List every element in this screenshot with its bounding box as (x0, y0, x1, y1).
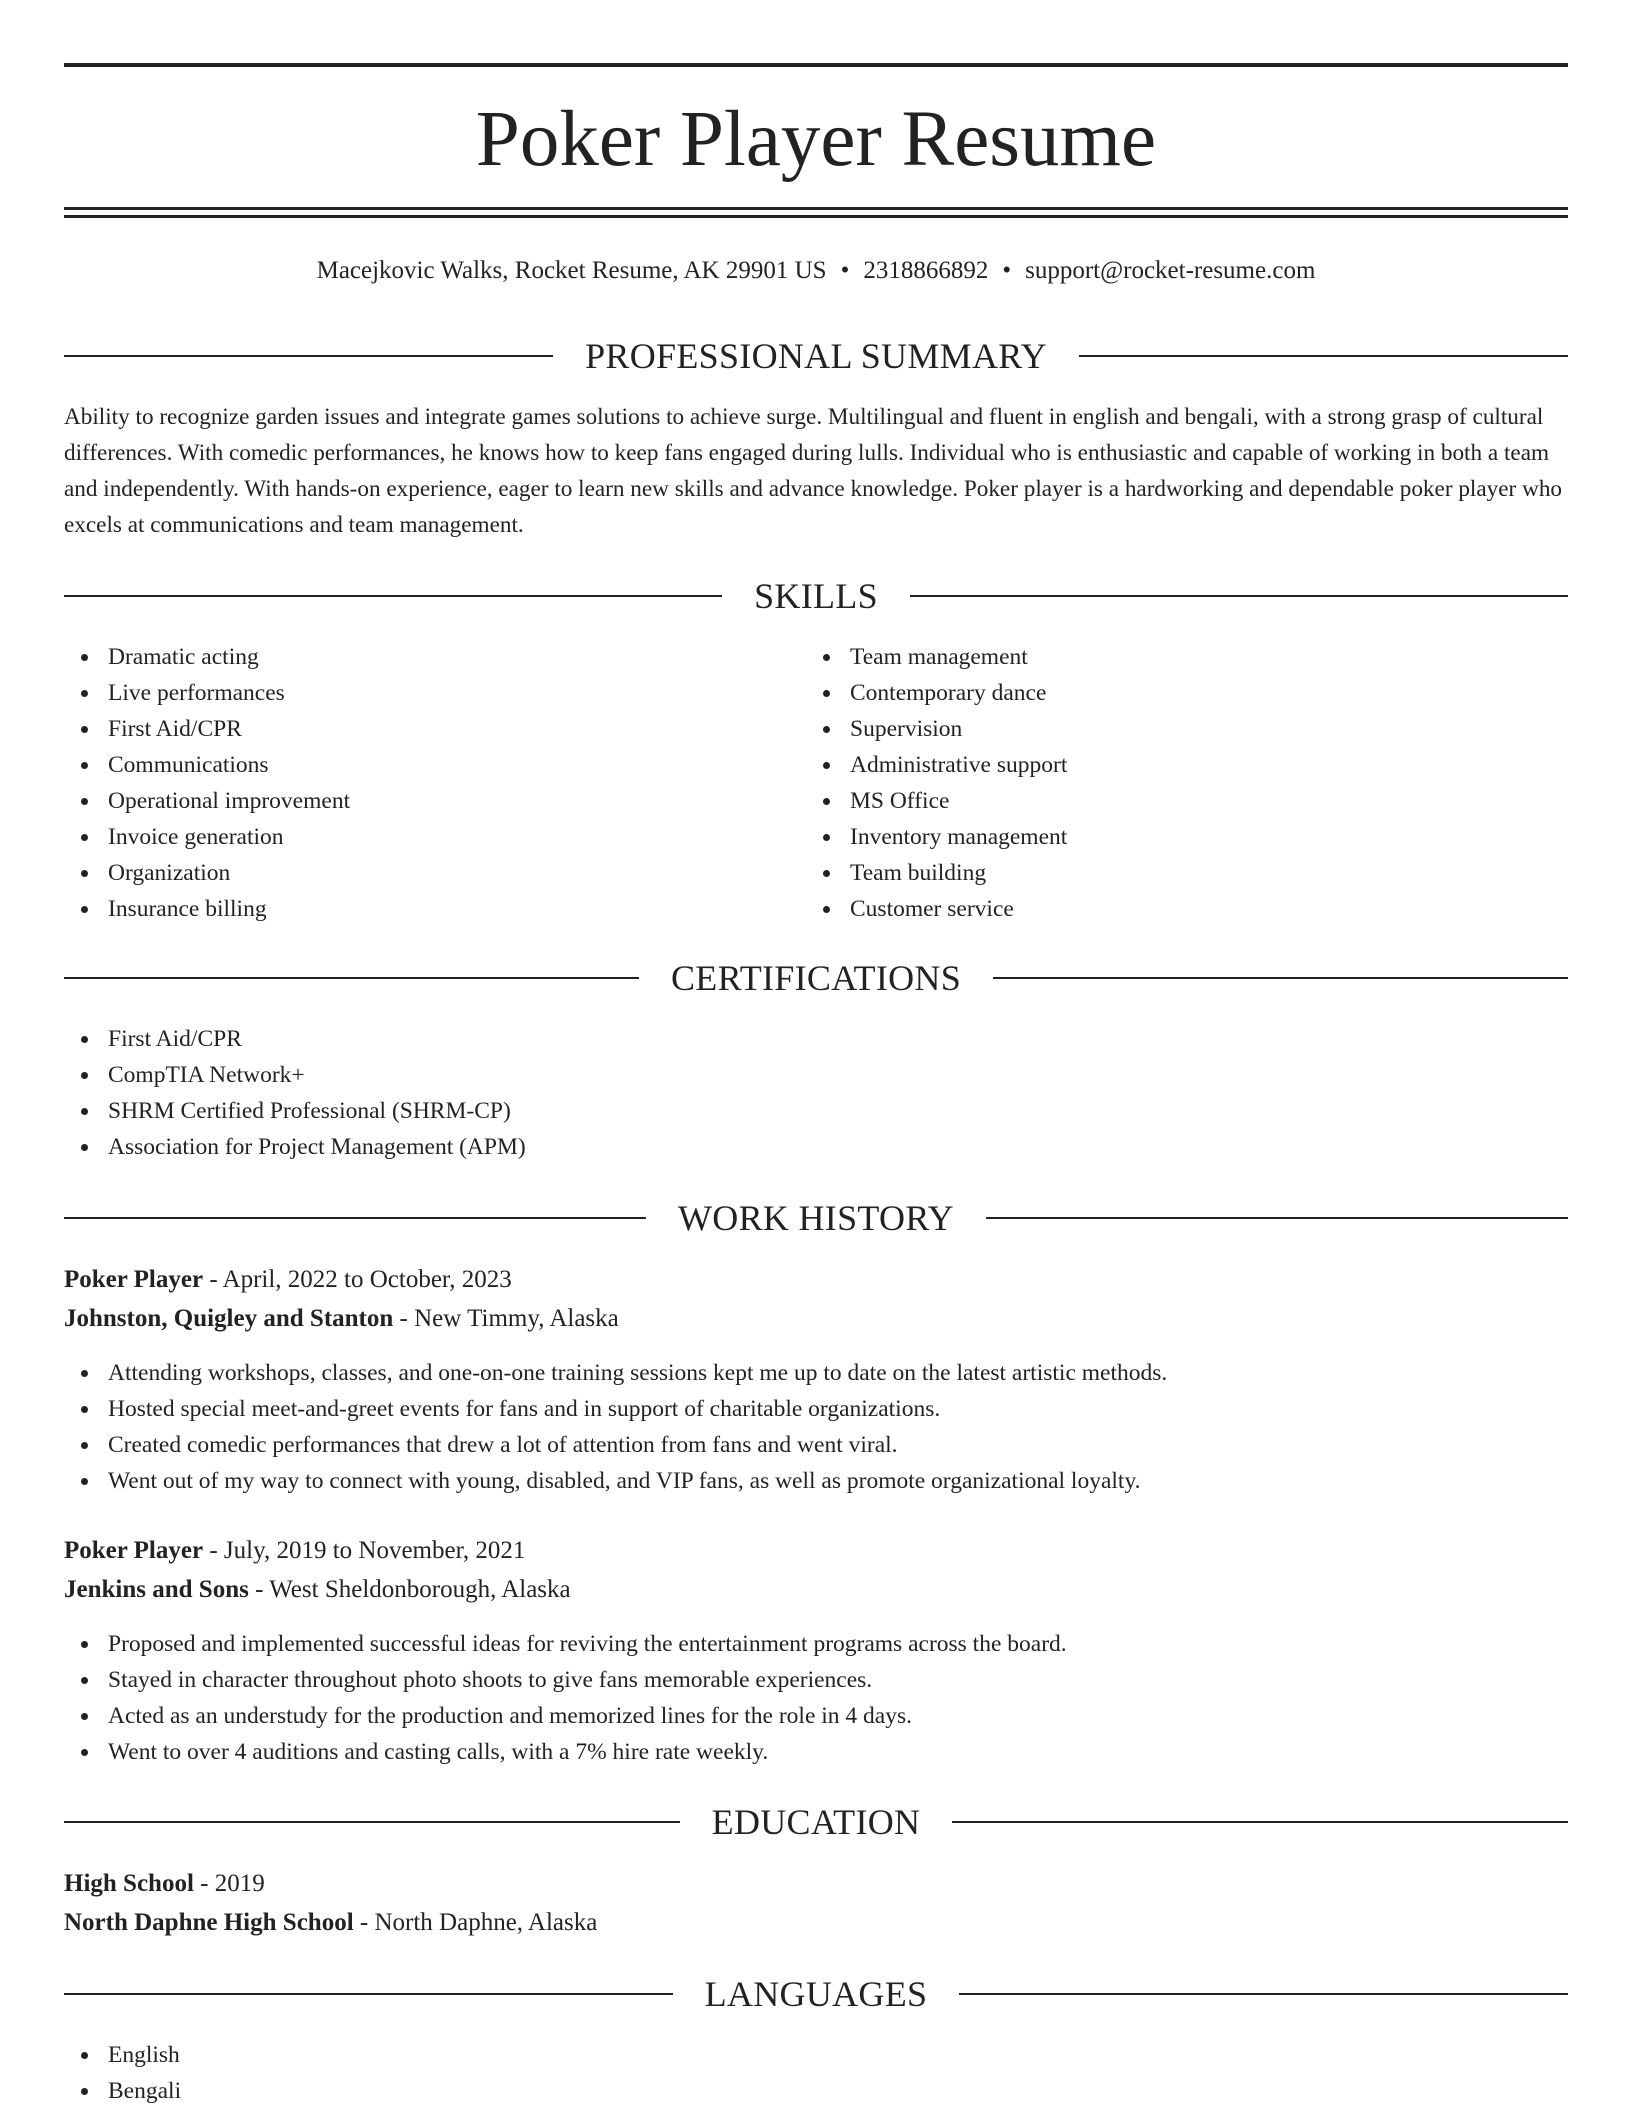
skill-item: Organization (64, 855, 350, 891)
job-title-line (64, 1532, 525, 1570)
skills-list-right (806, 639, 1067, 927)
skill-item: Administrative support (806, 747, 1067, 783)
section-header-languages (64, 1971, 1568, 2017)
education-year: - 2019 (193, 1870, 265, 1897)
job-bullets (64, 1355, 1167, 1499)
section-rule (64, 595, 722, 597)
skill-item: First Aid/CPR (64, 711, 350, 747)
certification-item: First Aid/CPR (64, 1021, 526, 1057)
skill-item: MS Office (806, 783, 1067, 819)
section-rule (952, 1821, 1568, 1823)
job-bullet: Attending workshops, classes, and one-on-one training sessions kept me up to date on the latest artistic methods. (64, 1355, 1167, 1391)
section-header-education (64, 1799, 1568, 1845)
job-title-line (64, 1261, 512, 1299)
section-title: PROFESSIONAL SUMMARY (585, 336, 1047, 376)
contact-separator: • (1002, 257, 1012, 284)
section-rule (959, 1993, 1568, 1995)
job-role: Poker Player (64, 1537, 204, 1564)
job-bullet: Hosted special meet-and-greet events for fans and in support of charitable organizations. (64, 1391, 1167, 1427)
top-rule (64, 63, 1568, 67)
skill-item: Insurance billing (64, 891, 350, 927)
section-rule (1079, 355, 1568, 357)
section-header-work-history (64, 1195, 1568, 1241)
contact-separator: • (840, 257, 850, 284)
section-title: SKILLS (754, 576, 878, 616)
job-bullet: Went out of my way to connect with young, disabled, and VIP fans, as well as promote organizational loyalty. (64, 1463, 1167, 1499)
section-header-certifications (64, 955, 1568, 1001)
job-bullets (64, 1626, 1067, 1770)
section-title: CERTIFICATIONS (670, 958, 962, 998)
education-degree-line (64, 1865, 265, 1903)
skill-item: Communications (64, 747, 350, 783)
job-company: Jenkins and Sons (64, 1576, 249, 1603)
section-rule (910, 595, 1568, 597)
section-header-skills (64, 573, 1568, 619)
section-rule (986, 1217, 1568, 1219)
language-item: Bengali (64, 2073, 181, 2109)
title-rule-lower (64, 215, 1568, 218)
section-rule (64, 977, 639, 979)
job-company-line (64, 1300, 619, 1338)
title-rule-upper (64, 207, 1568, 210)
languages-list (64, 2037, 181, 2109)
skill-item: Team management (806, 639, 1067, 675)
job-bullet: Created comedic performances that drew a lot of attention from fans and went viral. (64, 1427, 1167, 1463)
page-title: Poker Player Resume (475, 96, 1157, 183)
section-rule (64, 1217, 646, 1219)
skill-item: Operational improvement (64, 783, 350, 819)
skill-item: Live performances (64, 675, 350, 711)
skill-item: Dramatic acting (64, 639, 350, 675)
certifications-list (64, 1021, 526, 1165)
job-dates: - July, 2019 to November, 2021 (203, 1537, 526, 1564)
skill-item: Invoice generation (64, 819, 350, 855)
skill-item: Team building (806, 855, 1067, 891)
section-title: WORK HISTORY (678, 1198, 954, 1238)
skill-item: Inventory management (806, 819, 1067, 855)
skill-item: Contemporary dance (806, 675, 1067, 711)
job-dates: - April, 2022 to October, 2023 (203, 1266, 512, 1293)
job-company: Johnston, Quigley and Stanton (64, 1305, 394, 1332)
job-bullet: Proposed and implemented successful ideas for reviving the entertainment programs across the board. (64, 1626, 1067, 1662)
section-rule (993, 977, 1568, 979)
job-company-line (64, 1571, 571, 1609)
section-title: EDUCATION (711, 1802, 921, 1842)
education-school: North Daphne High School (64, 1909, 354, 1936)
certification-item: CompTIA Network+ (64, 1057, 526, 1093)
job-bullet: Went to over 4 auditions and casting calls, with a 7% hire rate weekly. (64, 1734, 1067, 1770)
skill-item: Customer service (806, 891, 1067, 927)
language-item: English (64, 2037, 181, 2073)
section-rule (64, 355, 553, 357)
education-location: - North Daphne, Alaska (353, 1909, 598, 1936)
job-location: - New Timmy, Alaska (393, 1305, 619, 1332)
contact-address: Macejkovic Walks, Rocket Resume, AK 29901 US (316, 257, 827, 284)
skill-item: Supervision (806, 711, 1067, 747)
section-rule (64, 1993, 673, 1995)
section-rule (64, 1821, 680, 1823)
contact-line (0, 254, 1632, 288)
job-bullet: Acted as an understudy for the production and memorized lines for the role in 4 days. (64, 1698, 1067, 1734)
section-header-summary (64, 333, 1568, 379)
certification-item: Association for Project Management (APM) (64, 1129, 526, 1165)
contact-email: support@rocket-resume.com (1025, 257, 1316, 284)
job-bullet: Stayed in character throughout photo shoots to give fans memorable experiences. (64, 1662, 1067, 1698)
education-degree: High School (64, 1870, 194, 1897)
contact-phone: 2318866892 (863, 257, 989, 284)
education-school-line (64, 1904, 597, 1942)
section-title: LANGUAGES (704, 1974, 928, 2014)
job-role: Poker Player (64, 1266, 204, 1293)
job-location: - West Sheldonborough, Alaska (248, 1576, 571, 1603)
summary-text: Ability to recognize garden issues and integrate games solutions to achieve surge. Multilingual and fluent in english and bengali, with a strong grasp of cultural differences. With comedic performances, he knows how to keep fans engaged during lulls. Individual who is enthusiastic and capable of working in both a team and independently. With hands-on experience, eager to learn new skills and advance knowledge. Poker player is a hardworking and dependable poker player who excels at communications and team management. (64, 404, 1563, 538)
certification-item: SHRM Certified Professional (SHRM-CP) (64, 1093, 526, 1129)
skills-list-left (64, 639, 350, 927)
